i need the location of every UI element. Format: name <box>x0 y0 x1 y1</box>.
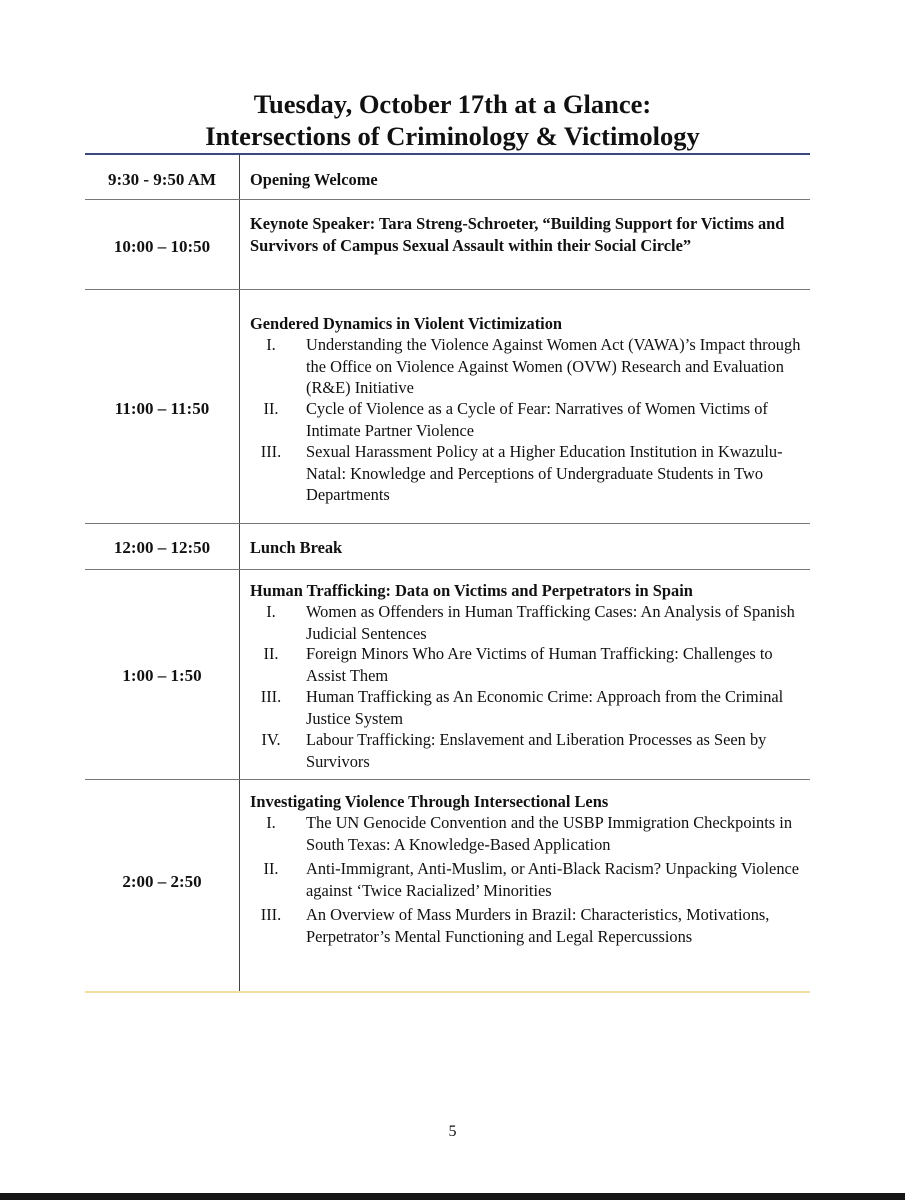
title-line-2: Intersections of Criminology & Victimology <box>205 121 700 151</box>
session-heading: Opening Welcome <box>250 170 378 189</box>
item-text: Women as Offenders in Human Trafficking Cases: An Analysis of Spanish Judicial Sentences <box>306 602 795 643</box>
session-time: 11:00 – 11:50 <box>114 399 210 418</box>
bottom-edge-bar <box>0 1193 905 1200</box>
item-numeral: III. <box>260 905 282 924</box>
item-text: Labour Trafficking: Enslavement and Liberation Processes as Seen by Survivors <box>306 730 767 771</box>
item-numeral: I. <box>266 602 276 621</box>
top-rule <box>85 153 810 155</box>
column-divider <box>239 155 240 991</box>
item-text: Sexual Harassment Policy at a Higher Education Institution in Kwazulu-Natal: Knowledge and Perceptions of Undergraduate Students in Two Departments <box>306 442 783 504</box>
item-text: The UN Genocide Convention and the USBP Immigration Checkpoints in South Texas: A Knowledge-Based Application <box>306 813 793 854</box>
item-text: Foreign Minors Who Are Victims of Human Trafficking: Challenges to Assist Them <box>306 644 773 685</box>
item-numeral: III. <box>260 442 282 461</box>
item-numeral: IV. <box>261 730 281 749</box>
item-text: Human Trafficking as An Economic Crime: Approach from the Criminal Justice System <box>306 687 784 728</box>
page-number: 5 <box>448 1123 457 1140</box>
page-title <box>0 88 905 152</box>
row-divider <box>85 289 810 290</box>
row-divider <box>85 779 810 780</box>
session-time: 2:00 – 2:50 <box>122 872 202 891</box>
item-numeral: II. <box>263 644 279 663</box>
item-numeral: III. <box>260 687 282 706</box>
item-text: Cycle of Violence as a Cycle of Fear: Narratives of Women Victims of Intimate Partner Violence <box>306 399 768 440</box>
session-heading: Lunch Break <box>250 538 343 557</box>
item-numeral: II. <box>263 859 279 878</box>
session-heading: Human Trafficking: Data on Victims and Perpetrators in Spain <box>250 581 693 600</box>
row-divider <box>85 569 810 570</box>
title-line-1: Tuesday, October 17th at a Glance: <box>253 89 652 119</box>
session-heading: Keynote Speaker: Tara Streng-Schroeter, “Building Support for Victims and Survivors of Campus Sexual Assault within their Social Circle” <box>250 214 785 255</box>
item-text: An Overview of Mass Murders in Brazil: Characteristics, Motivations, Perpetrator’s Mental Functioning and Legal Repercussions <box>306 905 770 946</box>
session-time: 9:30 - 9:50 AM <box>107 170 217 189</box>
item-numeral: I. <box>266 335 276 354</box>
row-divider <box>85 523 810 524</box>
item-numeral: II. <box>263 399 279 418</box>
bottom-rule <box>85 991 810 993</box>
session-time: 1:00 – 1:50 <box>122 666 202 685</box>
item-text: Anti-Immigrant, Anti-Muslim, or Anti-Black Racism? Unpacking Violence against ‘Twice Racialized’ Minorities <box>306 859 800 900</box>
session-heading: Investigating Violence Through Intersectional Lens <box>250 792 609 811</box>
row-divider <box>85 199 810 200</box>
item-numeral: I. <box>266 813 276 832</box>
session-time: 12:00 – 12:50 <box>113 538 211 557</box>
session-time: 10:00 – 10:50 <box>113 237 211 256</box>
session-heading: Gendered Dynamics in Violent Victimization <box>250 314 563 333</box>
item-text: Understanding the Violence Against Women Act (VAWA)’s Impact through the Office on Violence Against Women (OVW) Research and Evaluation (R&E) Initiative <box>306 335 801 397</box>
